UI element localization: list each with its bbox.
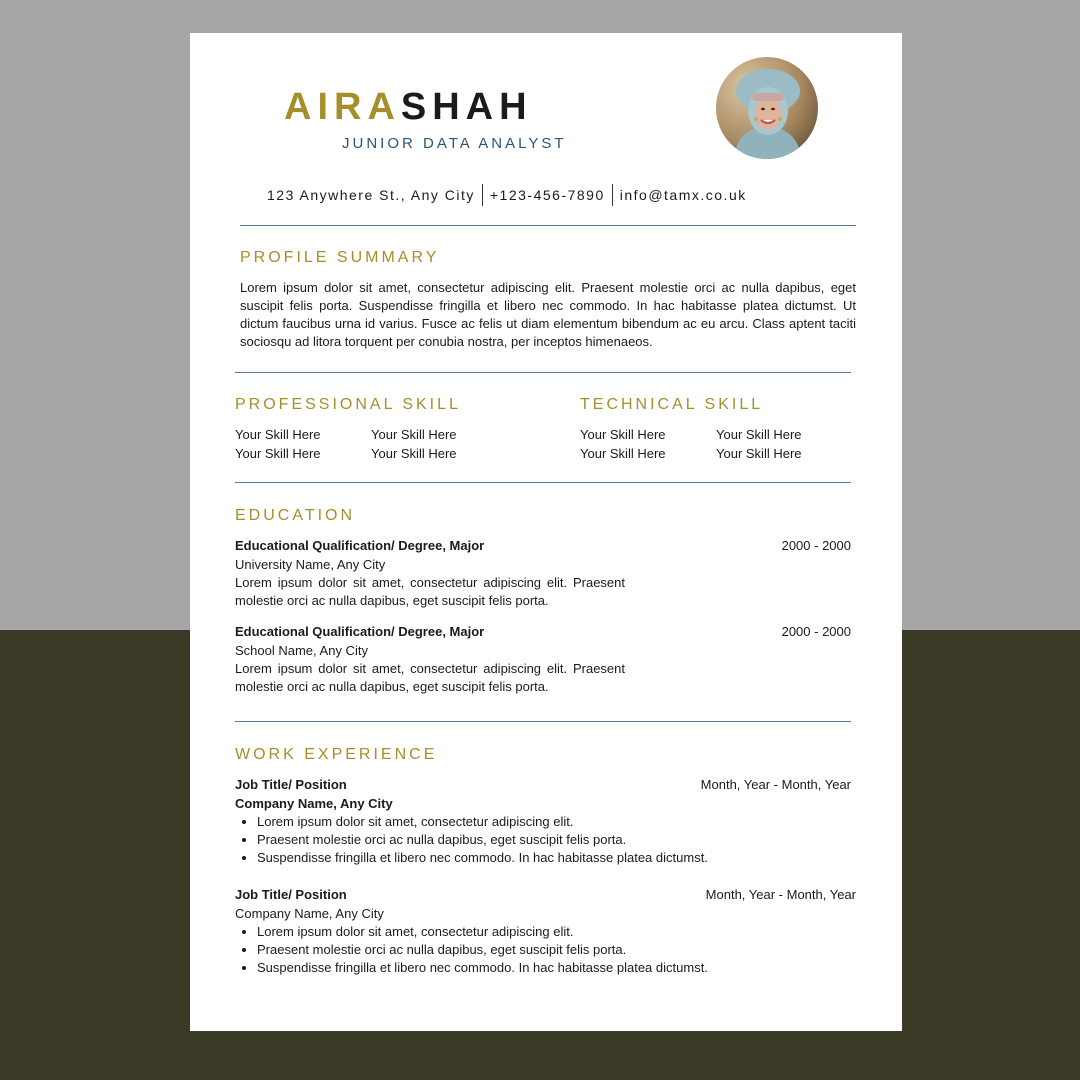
technical-skill-item: Your Skill Here xyxy=(580,446,666,461)
education-dates: 2000 - 2000 xyxy=(781,538,851,553)
professional-skill-item: Your Skill Here xyxy=(235,446,321,461)
job-dates: Month, Year - Month, Year xyxy=(705,887,856,902)
job-bullet: • Lorem ipsum dolor sit amet, consectetur adipiscing elit. xyxy=(257,923,708,941)
contact-line xyxy=(267,183,747,207)
divider xyxy=(235,482,851,483)
profile-summary-heading: PROFILE SUMMARY xyxy=(240,249,440,266)
contact-email[interactable]: info@tamx.co.uk xyxy=(619,187,747,203)
company-name: Company Name, Any City xyxy=(235,796,393,811)
job-role: JUNIOR DATA ANALYST xyxy=(342,135,567,152)
job-bullet: • Praesent molestie orci ac nulla dapibus, eget suscipit felis porta. xyxy=(257,831,708,849)
technical-skill-heading: TECHNICAL SKILL xyxy=(580,396,764,413)
avatar xyxy=(716,57,818,159)
first-name: AIRA xyxy=(284,86,401,128)
job-bullet: • Suspendisse fringilla et libero nec commodo. In hac habitasse platea dictumst. xyxy=(257,959,708,977)
divider xyxy=(235,372,851,373)
professional-skill-item: Your Skill Here xyxy=(371,427,457,442)
work-experience-heading: WORK EXPERIENCE xyxy=(235,746,438,763)
divider xyxy=(235,721,851,722)
education-degree: Educational Qualification/ Degree, Major xyxy=(235,624,485,639)
education-degree: Educational Qualification/ Degree, Major xyxy=(235,538,485,553)
last-name: SHAH xyxy=(400,86,533,128)
profile-summary-text: Lorem ipsum dolor sit amet, consectetur adipiscing elit. Praesent molestie orci ac nulla dapibus, eget suscipit felis porta. Suspendisse fringilla et libero nec commodo. In hac habitasse platea dictumst. Ut dictum faucibus urna id varius. Fusce ac felis ut diam elementum bibendum ac eu arcu. Class aptent taciti sociosqu ad litora torquent per conubia nostra, per inceptos himenaeos. xyxy=(240,280,856,349)
technical-skill-item: Your Skill Here xyxy=(580,427,666,442)
professional-skill-item: Your Skill Here xyxy=(235,427,321,442)
professional-skill-heading: PROFESSIONAL SKILL xyxy=(235,396,461,413)
education-description: Lorem ipsum dolor sit amet, consectetur adipiscing elit. Praesent molestie orci ac nulla dapibus, eget suscipit felis porta. xyxy=(235,575,625,608)
divider xyxy=(240,225,856,226)
education-heading: EDUCATION xyxy=(235,507,356,524)
education-school: School Name, Any City xyxy=(235,643,368,658)
avatar-photo-icon xyxy=(716,57,818,159)
contact-address: 123 Anywhere St., Any City xyxy=(267,187,475,203)
job-title: Job Title/ Position xyxy=(235,887,347,902)
job-dates: Month, Year - Month, Year xyxy=(700,777,851,792)
education-school: University Name, Any City xyxy=(235,557,386,572)
education-dates: 2000 - 2000 xyxy=(781,624,851,639)
education-description: Lorem ipsum dolor sit amet, consectetur adipiscing elit. Praesent molestie orci ac nulla dapibus, eget suscipit felis porta. xyxy=(235,661,625,694)
candidate-name xyxy=(284,85,533,129)
professional-skill-item: Your Skill Here xyxy=(371,446,457,461)
job-bullet-list xyxy=(235,923,708,977)
job-bullet-list xyxy=(235,813,708,867)
job-bullet: • Lorem ipsum dolor sit amet, consectetur adipiscing elit. xyxy=(257,813,708,831)
resume-page xyxy=(190,33,902,1031)
contact-separator xyxy=(612,184,613,206)
contact-phone: +123-456-7890 xyxy=(489,187,605,203)
job-bullet: • Praesent molestie orci ac nulla dapibus, eget suscipit felis porta. xyxy=(257,941,708,959)
company-name: Company Name, Any City xyxy=(235,906,384,921)
technical-skill-item: Your Skill Here xyxy=(716,427,802,442)
technical-skill-item: Your Skill Here xyxy=(716,446,802,461)
job-title: Job Title/ Position xyxy=(235,777,347,792)
contact-separator xyxy=(482,184,483,206)
job-bullet: • Suspendisse fringilla et libero nec commodo. In hac habitasse platea dictumst. xyxy=(257,849,708,867)
